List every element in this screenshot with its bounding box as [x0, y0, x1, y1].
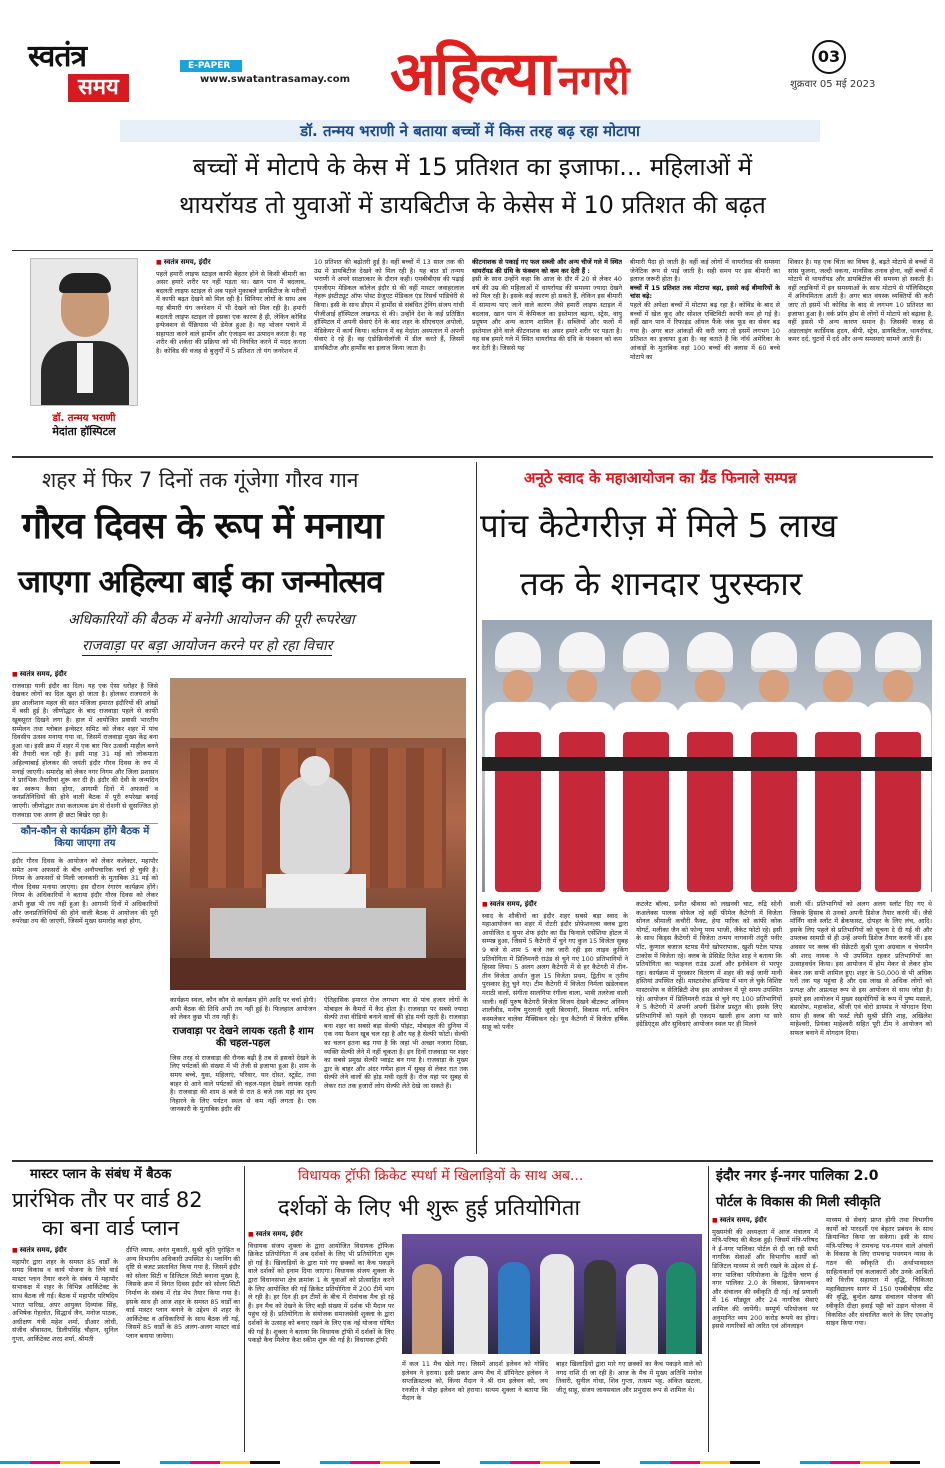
- story-column-2: [126, 1246, 240, 1446]
- column-text: बाहर खिलाड़ियों द्वारा मारे गए छक्कों का कैच पकड़ने वाले को नगद राशि दी जा रही है। आज के मैच में मुख्य अतिथि मनोज तिवारी, सुनील गोधा, शिव गुप्ता, तत्सम भट्ट, अंकित खटला, जीतू साहू, संजय जायसवाल और प्रभुदास रूप से शामिल थे।: [556, 1360, 702, 1394]
- byline: ■ स्वतंत्र समय, इंदौर: [156, 258, 306, 268]
- column-text: माध्यम से सेवाएं प्राप्त होंगी तथा विभागीय कार्यों को पारदर्शी एवं बेहतर प्रबंधन के साथ क्रियान्वित किया जा सकेगा। इसी के साथ मंत्रि-परिषद ने रामचन्द्र पथ-गमन वाले अंचलों के विकास के लिए रामचन्द्र पथगमन न्यास के गठन की स्वीकृति दी। अर्थाभावग्रस्त साहित्यकारों एवं कलाकारों और उनके आश्रितों को वित्तीय सहायता में वृद्धि, चिकित्सा महाविद्यालय सागर में 150 एमबीबीएस सीट की वृद्धि, बुन्देल खण्ड संचालन योजना की स्वीकृति दीक्षा हवाई पट्टी को उड़ान योजना में विकसित और संचालित करने के लिए एमओयू साइन किया गया।: [826, 1216, 933, 1328]
- website: www.swatantrasamay.com: [200, 74, 351, 85]
- logo-top: स्वतंत्र: [28, 39, 87, 74]
- masthead: [0, 0, 945, 112]
- story-super-chef: [480, 460, 933, 1160]
- print-color-bar: [0, 1461, 945, 1464]
- story-column-4: [630, 258, 780, 446]
- story-kicker: [120, 120, 820, 142]
- story-column-2: [314, 258, 464, 446]
- column-text: कार्यक्रम स्थल, कौन कौन से कार्यक्रम होंगे आदि पर चर्चा होगी। अभी बैठक की तिथि अभी तय नहीं हुई है। फिलहाल आयोजन को लेकर कुछ भी तय नहीं है।: [170, 996, 316, 1022]
- story-column-1: [712, 1216, 818, 1448]
- column-text: इसी के साथ उन्होंने कहा कि आज के दौर में 20 से लेकर 40 वर्ष की उम्र की महिलाओं में थायरॉयड की समस्या ज्यादा देखने को मिल रही है। इसके कई कारण हो सकते हैं, लेकिन इस बीमारी में सामान्य पाए जाने वाले कारण जैसे हमारी लाइफ स्टाइल में बदलाव, खान पान में केमिकल का इस्तेमाल बढ़ना, स्ट्रेस, वायु प्रदूषण और अन्य कारण शामिल हैं। सब्जियों और फलों में इस्तेमाल होने वाले कीटनाशक का असर हमारे शरीर पर पड़ता है। यह सब हमारे गले में स्थित थायरॉयड की ग्रंथि के फंक्शन को कम कर देती है। जिससे यह: [472, 275, 622, 352]
- column-text: दीप्ति व्यास, अनंत मुकाती, सुश्री श्रुति पुरोहित व अन्य विभागीय अधिकारी उपस्थित थे। प्लानिंग की दृष्टि से बजट प्रस्तावित किया गया है, जिसमें इंदौर को सोलर सिटी व डिजिटल सिटी बनाना मुख्य है, जिसके क्रम में विगत दिवस इंदौर को सोलर सिटी निर्माण के संबंध में रोड मेप तैयार किया गया है। इसके साथ ही आज शहर के समस्त 85 वार्डों का वार्ड मास्टर प्लान बनाने के उद्देश्य से शहर के आर्किटेक्ट व अधिकारियों के साथ बैठक ली गई, जिसमें 85 वार्डों के 85 अलग-अलग मास्टर वार्ड प्लान बनाया जायेगा।: [126, 1246, 240, 1340]
- headline: [12, 148, 933, 224]
- story-column-1: [12, 670, 158, 1160]
- column-subhead: राजवाड़ा पर देखने लायक रहती है शाम की चहल-पहल: [172, 1025, 314, 1049]
- column-text: पहले हमारी लाइफ स्टाइल काफी बेहतर होने से किसी बीमारी का असर हमारे शरीर पर नहीं पड़ता था। खान पान में बदलाव, बदलती लाइफ स्टाइल से अब पहले मुकाबले डायबिटीज के मरीजों में काफी बढ़त देखने को मिल रही है। सिनियर लोगों के साथ अब यह बीमारी यंग जनरेशन में भी देखने को मिल रही है। हमारी बदलती लाइफ स्टाइल तो इसका एक कारण है ही, लेकिन कोविड इन्फेक्शन से पैंक्रियास भी डेमेज हुआ है। यह भोजन पचाने में सहायता करने वाले हार्मोन और एंजाइम का उत्पादन करता है। यह शरीर की शर्करा की प्रक्रिया को भी नियंत्रित करने में मदद करता है। कोविड की वजह से बुजुर्गों में 5 प्रतिशत तो यंग जनरेशन में: [156, 269, 306, 355]
- story-column-2: [170, 996, 316, 1160]
- headline-line-2: तक के शानदार पुरस्कार: [520, 564, 803, 603]
- page-number: 03: [812, 40, 846, 74]
- story-column-3: [790, 900, 932, 1156]
- headline-line-1: प्रारंभिक तौर पर वार्ड 82: [12, 1188, 203, 1212]
- story-column-1: [156, 258, 306, 446]
- kicker-text: डॉ. तन्मय भराणी ने बताया बच्चों में किस तरह बढ़ रहा मोटापा: [300, 122, 640, 140]
- section-title-sub: नगरी: [558, 58, 630, 104]
- column-text: जिस तरह से राजवाड़ा की रौनक बढ़ी है तब से इसको देखने के लिए पर्यटकों की संख्या में भी तेजी से इजाफा हुआ है। शाम के समय बच्चे, युवा, महिलाएं, परिवार, यार दोस्त, स्टूडेंट, तथा बाहर से आने वाले पर्यटकों की चहल-पहल देखने लायक रहती है। राजवाड़ा की शाम 8 बजे से रात 8 बजे तक यहां का दृश्य निहारने के लिए पर्यटन स्थल से कम नहीं लगता है। एक जानकारी के मुताबिक इंदौर की: [170, 1053, 316, 1114]
- logo: [28, 40, 148, 112]
- column-text: स्वाद के शौकीनों का इंदौर शहर सबसे बड़ा स्वाद के महाआयोजन का शहर में रोटरी इंदौर प्रोफेशनल्स क्लब द्वारा आयोजित द सुपर शेफ इंदौर का ग्रैंड फिनाले एसेंशिया होटल में सम्पन्न हुआ, जिसमें 5 कैटेगरी में चुने गए कुल 15 विजेता सुबह 9 बजे से शाम 5 बजे तक जारी रही इस लाइव कुकिंग प्रतियोगिता में प्रिलिमनरी राउंड से चुने गए 100 प्रतिभागियों ने हिस्सा लिया। 5 अलग अलग कैटेगरी में से हर कैटेगरी में तीन-तीन विजेता अर्थात कुल 15 विजेता प्रथम, द्वितीय व तृतीय पुरस्कार हेतु चुने गए। टीम कैटेगरी में विजेता निर्मला खंडेलवाल मराठी वालों, संगीता सालगिया रंगीला वाला, भावी तलरेजा वाली थाली। वहीं पुरुष कैटेगरी विजेता विजय देखने बीटरूट अनियन शालीवीड, मनीष मुरलानी जूसी बिरयानी, विकास गर्ग, सचिन कस्मलेकर वालेवा मैक्सिकन रहे। यूथ कैटेगरी में विजेता हर्षिक साहू को पनीर: [482, 911, 628, 1032]
- column-text: में कल 11 मैच खेले गए। जिसमें आदर्श इलेवन को गोविंद इलेवन ने हराया। इसी प्रकार अन्य मैच में डॉमिनेटर इलेवन ने सप्तक्रिस्टल्स को, किंग्स मैदान ने श्री राम इलेवन को, जय रनजीत ने पोहा इलेवन को हराया। सत्यम शुक्ला ने बताया कि मैदान के: [402, 1360, 548, 1403]
- doctor-photo: [30, 258, 138, 406]
- story-cricket: [248, 1164, 704, 1454]
- rajwada-photo: [170, 678, 466, 990]
- subheadline-2: राजवाड़ा पर बड़ा आयोजन करने पर हो रहा विचार: [82, 638, 333, 654]
- logo-bottom: समय: [68, 74, 129, 102]
- chefs-photo: [482, 620, 932, 892]
- story-e-nagarpalika: [712, 1164, 933, 1454]
- doctor-org: मेदांता हॉस्पिटल: [52, 425, 116, 438]
- headline-line-1: पांच कैटेगरीज़ में मिले 5 लाख: [480, 506, 838, 545]
- story-column-5: [788, 258, 933, 446]
- story-gaurav-diwas: [12, 460, 472, 1160]
- headline-line-2: जाएगा अहिल्या बाई का जन्मोत्सव: [18, 564, 383, 600]
- story-column-2: [402, 1360, 548, 1446]
- section-title: [390, 30, 630, 110]
- column-text: महापौर द्वारा शहर के समस्त 85 वार्डों के समग्र विकास व कार्य योजना के लिये वार्ड मास्टर प्लान तैयार करने के संबंध में महापौर सभाकक्ष में शहर के विभिन्न आर्किटेक्ट के साथ बैठक ली गई। बैठक में महापौर परिषदिय भारत पारिख, अपर आयुक्त दिव्यांक सिंह, अभिषेक गेहलोत, सिद्धार्थ जैन, मनोज पाठक, अधीक्षण यंत्री महेश शर्मा, डीआर लोधी, संजीव श्रीवास्तव, डिलीपसिंह चौहान, सुनिल गुप्ता, आर्किटेक्ट शरद शर्मा, श्रीमती: [12, 1257, 118, 1343]
- date: शुक्रवार 05 मई 2023: [790, 79, 876, 90]
- headline-line-1: बच्चों में मोटापे के केस में 15 प्रतिशत का इजाफा... महिलाओं में: [192, 153, 753, 181]
- story-column-1: [482, 900, 628, 1156]
- column-text: ऐतिहासिक इमारत रोज लगभग चार से पांच हजार लोगों के मोबाइल के कैमरों में कैद होता है। राजवाड़ा पर सबसे ज्यादा सेल्फी तथा वीडियो बनाने वालों की होड़ मची रहती है। राजवाड़ा बना शहर का सबसे बड़ा सेल्फी पॉइंट, मोबाइल की दुनिया में एक नया फैशन खूब चल रहा है और यह है सेल्फी फोटो। सेल्फी का चलन इतना बढ़ गया है कि जहां भी अच्छा नजारा दिखा, व्यक्ति सेल्फी लेने में नहीं चूकता है। इन दिनों राजवाड़ा पर शहर का सबसे प्रमुख सेल्फी प्वाइंट बन गया है। राजवाड़ा के मुख्य द्वार के बाहर और अंदर गणेश हाल में सुबह से लेकर रात तक सेल्फी लेने वालों की होड़ मची रहती है। रोज यहां पर सुबह से लेकर रात तक हजारों लोग सेल्फी लेते देखे जा सकते हैं।: [324, 996, 468, 1090]
- story-kicker: शहर में फिर 7 दिनों तक गूंजेगा गौरव गान: [42, 468, 359, 492]
- story-column-2: [636, 900, 782, 1156]
- column-text: राजवाड़ा यानी इंदौर का दिल। यह एक ऐसा धरोहर है जिसे देखकर लोगों का दिल खुश हो जाता है। होलकर राजघराने के इस आलीशान महल की सात मंजिला इमारत इंदौरियों की आंखों में बसी हुई है। जीणोद्धार के बाद राजवाड़ा पहले से काफी खूबसूरत दिखने लगा है। हाल में आयोजित प्रवासी भारतीय सम्मेलन तथा ग्लोबल इन्वेस्टर समिट को लेकर शहर में पांच दिवसीय उत्सव मनाया गया था, जिसमें राजवाड़ा मुख्य केंद्र बना हुआ था। इसी क्रम में शहर में एक बार फिर उत्सवी माहौल बनने की तैयारी चल रही है। इसी माह 31 मई को लोकमाता अहिल्याबाई होलकर की जयंती इंदौर गौरव दिवस के रुप में मनाई जाएगी। समारोह को लेकर नगर निगम और जिला प्रशासन ने प्रारंभिक तैयारियां शुरू कर दी है। इंदौर की देवी के जन्मदिन का स्वरूप कैसा होगा, आगामी दिनों में अफसरों व जनप्रतिनिधियों की होने वाली बैठक में पूरी रुपरेखा बनाई जाएगी। जीणोद्धार तथा कलात्मक ढंग से रोशनी से सुसज्जित हो राजवाड़ा एक अलग ही छटा बिखेर रहा है।: [12, 681, 158, 819]
- column-text: मुख्यमंत्री की अध्यक्षता में आज मंत्रालय में मंत्रि-परिषद की बैठक हुई। जिसमें मंत्रि-परिषद ने ई-नगर पालिका पोर्टल से दी जा रही सभी नागरिक सेवाओं और विभागीय कार्यों को डिजिटल माध्यम से जारी रखने के उद्देश्य से ई-नगर पालिका परियोजना के द्वितीय चरण ई नगर पालिका 2.0 के विकास, क्रियान्वयन और संचालन की स्वीकृति दी गई। नई प्रणाली में 16 मॉड्यूल और 24 नागरिक सेवाएं शामिल की जायेंगी। सम्पूर्ण परियोजना पर अनुमानित व्यय 200 करोड़ रूपये का होगा। इससे नागरिकों को त्वरित एवं ऑनलाइन: [712, 1227, 818, 1331]
- headline: दर्शकों के लिए भी शुरू हुई प्रतियोगिता: [278, 1196, 581, 1221]
- subheadline-1: अधिकारियों की बैठक में बनेगी आयोजन की पूरी रूपरेखा: [68, 612, 355, 628]
- story-ward-plan: [12, 1164, 240, 1454]
- story-column-1: [12, 1246, 118, 1446]
- byline: ■ स्वतंत्र समय, इंदौर: [712, 1216, 818, 1226]
- story-kicker: इंदौर नगर ई-नगर पालिका 2.0: [716, 1168, 879, 1184]
- byline: ■ स्वतंत्र समय, इंदौर: [12, 670, 158, 680]
- headline-line-2: का बना वार्ड प्लान: [42, 1216, 180, 1240]
- column-text: कटलेट बॉल्स, प्रनीत श्रीवास को लखनवी चाट, रुद्रि सोनी कअलेक्स पालक वोफेल रहे वहीं फीमेल कैटेगरी में विजेता सोनल श्रीमाली कचौरी फैक्ट, हेया पारिक को कांफी कोक योगर्ट, मलीका जैन को फोन्यू परम भाजी, जैकेट फोटो रहे। इसी के साथ किड्स कैटेगरी में विजेता तन्मय नागवानी तंदूरी पनीर पॉट, कुणाल बजाज स्टफ्ड मैंगो खोपरापाक, खुशी पटेल पापड़ टाकोस में विजेता रहे। क्लब के प्रेसिडेंट रितेश शाह ने बताया कि प्रतियोगिता का फाइनल राउंड ऊर्जा और इनोवेशन से भरपूर रहा। कार्यक्रम में पुरस्कार वितरण में शहर की कई जानी मानी हस्तियां उपस्थित रहीं। मास्टरशेफ इण्डिया में भाग ले चुके विशिष्ट मास्टरशेफ व सेलिब्रिटी शेफ इस आयोजन में पूरे समय उपस्थित रहे। आयोजन में प्रिलिमनरी राउंड से चुने गए 100 प्रतिभागियों ने 5 कैटेगरी में अपनी अपनी डिशेज प्रस्तुत की। इसके लिए प्रतिभागियों को पहले ही एकदम खाली हाथ आना था सारे इंग्रेडिएंट्स और सुविधाएं आयोजन स्थल पर ही मिलने: [636, 900, 782, 1029]
- story-column-2: [826, 1216, 933, 1448]
- column-text: बीमारी पैदा हो जाती है। वहीं कई लोगों में थायरॉयड की समस्या जेनेटिक रूप से पाई जाती है। सही समय पर इस बीमारी का इलाज जरूरी होता है।: [630, 258, 780, 284]
- headline: पोर्टल के विकास की मिली स्वीकृति: [716, 1195, 881, 1210]
- story-column-1: [248, 1230, 394, 1446]
- column-subhead: कीटनाशक से पकाई गए फल सब्जी और अन्य चीजें गले में स्थित थायरॉयड की ग्रंथि के फंक्शन को कम कर देती हैं :: [472, 258, 622, 275]
- section-title-main: अहिल्या: [390, 39, 553, 109]
- column-text: 10 प्रतिशत की बढ़ोतरी हुई है। वहीं बच्चों में 13 साल तक की उम्र में डायबिटीज देखने को मिल रही है। यह बात डॉ तन्मय भराणी ने अपने साक्षात्कार के दौरान कही। एमबीबीएस की पढ़ाई एमजीएम मेडिकल कॉलेज इंदौर से की वहीं मास्टर जवाहरलाल नेहरू इंस्टीट्यूट ऑफ पोस्ट ग्रेजुएट मेडिकल एंड रिसर्च पांडिचेरी से किया। इसी के साथ डीएम में हार्मोंस से संबंधित ट्रेनिंग संजय गांधी पीजीआई हॉस्पिटल लखनऊ से की। उन्होंने देश के कई प्रतिष्ठित हॉस्पिटल में अपनी सेवाएं देने के बाद शहर के सीएचएल अपोलो, मेडिकेयर में कार्य किया। वर्तमान में वह मेदांता अस्पताल में अपनी सेवाएं दे रहे हैं। वह एंडोक्रिनोलॉजी में डील करते हैं, जिसमें डायबिटीज और हार्मोंस का इलाज किया जाता है।: [314, 258, 464, 352]
- column-text: पहले की अपेक्षा बच्चों में मोटापा बढ़ रहा है। कोविड के बाद से बच्चों में खेल कूद और सोशल एक्टिविटी काफी कम हो गई है। वहीं खान पान में रिफाइंड ऑयल फैंके जंक फूड का सेवन बढ़ गया है। अगर बात आंकड़ों की करी जाए तो इसमें लगभग 10 प्रतिशत का इजाफा हुआ है। वह बताते हैं कि नॉर्थ अमेरिका के आंकड़ों के मुताबिक वहां 100 बच्चों की क्लास में 60 बच्चे मोटापे का: [630, 300, 780, 361]
- headline-line-2: थायरॉयड तो युवाओं में डायबिटीज के केसेस में 10 प्रतिशत की बढ़त: [179, 191, 766, 219]
- column-text: वाली थीं। प्रतिभागियों को अलग अलग स्लॉट दिए गए थे जिसके हिसाब से उनको अपनी डिशेज तैयार करनी थीं। जैसे मॉर्निंग वाले स्लॉट में ब्रेकफास्ट, दोपहर के लिए लंच, आदि। इसके लिए पहले से प्रतिभागियों को सूचना दे दी गई थी और उपलब्ध सामग्री से ही उन्हें अपनी डिशेज तैयार करनी थीं। इस अवसर पर क्लब की सेक्रेटरी सुश्री पूजा अग्रवाल व चेयरमैन श्री शरद नायक ने भी उपस्थित रहकर प्रतिभागियों का उत्साहवर्धन किया। इस आयोजन में होम मेकर से लेकर होम बेकर तक सभी शामिल हुए। शहर के 50,000 से भी अधिक घरों तक यह पहुंचा है और दस लाख से अधिक लोगों को प्रत्यक्ष और अप्रत्यक्ष रूप से इस आयोजन से साथ जोड़ा है। हमारे इस आयोजन में मुख्य सहयोगियों के रूप में पुष्प मसाले, बंडरशेफ, महाकोश, श्रीजी एवं वोरो डायमंड ने योगदान दिया साथ ही क्लब की फर्स्ट लेडी सुश्री प्रीति शाह, अखिलेश माहेश्वरी, प्रियंका माहेश्वरी सहित पूरी टीम ने आयोजन को सफल बनाने में योगदान दिया।: [790, 900, 932, 1037]
- epaper-badge: E-PAPER: [180, 60, 242, 72]
- story-obesity: [12, 118, 933, 452]
- column-text: शिकार है। यह एक चिंता का विषय है, बढ़ते मोटापे से बच्चों में सांस फूलना, जल्दी थकना, मानसिक तनाव होना, वहीं बच्चों में मोटापे से थायरॉयड और डायबिटीज की समस्या हो सकती है। वहीं लड़कियों में इन समस्याओं के साथ मोटापे से पॉलिसिस्ट्स में अनियमितता आती है। अगर बात वयस्क व्यक्तियों की करी जाए तो इसमें भी कोविड के बाद से लगभग 10 प्रतिशत का इजाफा हुआ है। वर्क फ्रॉम होम से लोगों में मोटापे को बढ़ावा है, वहीं इससे भी अन्य कारण समान है। जिसकी वजह से अंडरलाइंग कार्डियक हृदय, बीपी, स्ट्रेस, डायबिटीज, थायरॉयड, कमर दर्द, घुटनों में दर्द और अन्य समस्याएं सामने आती हैं।: [788, 258, 933, 344]
- column-text: इंदौर गौरव दिवस के आयोजन को लेकर कलेक्टर, महापौर समेत अन्य अफसरों के बीच अनौपचारिक चर्चा हो चुकी है। निगम के अफसरों से मिली जानकारी के मुताबिक 31 मई को गौरव दिवस मनाया जाएगा। इस दौरान रंगारंग कार्यक्रम होंगे। निगम के अधिकारियों ने बताया इंदौर गौरव दिवस को लेकर अभी कुछ भी तय नहीं हुआ है। आगामी दिनों में अधिकारियों और जनप्रतिनिधियों की होने वाली बैठक में आयोजन की पूरी रुपरेखा तय की जाएगी, जिसमें मुख्य समारोह कहां होगा,: [12, 857, 158, 926]
- story-kicker: विधायक ट्रॉफी क्रिकेट स्पर्धा में खिलाड़ियों के साथ अब...: [298, 1168, 584, 1184]
- story-kicker: मास्टर प्लान के संबंध में बैठक: [30, 1167, 172, 1182]
- story-column-3: [472, 258, 622, 446]
- story-column-3: [324, 996, 468, 1160]
- doctor-name: डॉ. तन्मय भराणी: [52, 413, 116, 424]
- story-kicker: अनूठे स्वाद के महाआयोजन का ग्रैंड फिनाले सम्पन्न: [524, 469, 797, 487]
- story-column-3: [556, 1360, 702, 1446]
- column-text: विधायक संजय शुक्ला के द्वारा आयोजित विधायक ट्रॉफिक क्रिकेट प्रतियोगिता में अब दर्शकों के लिए भी प्रतियोगिता शुरू हो गई है। खिलाड़ियों के द्वारा मारे गए छक्कों का कैच पकड़ने वाले दर्शकों को इनाम दिया जाएगा। विधायक संजय शुक्ला के द्वारा विधानसभा क्षेत्र क्रमांक 1 के युवाओं को प्रोत्साहित करने के लिए आयोजित की गई क्रिकेट प्रतियोगिता में 200 टीमें भाग ले रही है। हर दिन ही इन टीमों के बीच में रोमांचक मैच हो रहे हैं। इन मैच को देखने के लिए बड़ी संख्या में दर्शक भी मैदान पर पहुंच रहे हैं। प्रतियोगिता के संयोजक समाजसेवी शुक्ला के द्वारा दर्शकों के उत्साह को बनाए रखने के लिए एक नई योजना घोषित की गई है। शुक्ला ने बताया कि विधायक ट्रॉफी में दर्शकों के लिए पकड़ो कैच मिलेगा कैश स्कीम शुरू की गई है। विधायक ट्रॉफी: [248, 1241, 394, 1345]
- column-subhead: बच्चों में 15 प्रतिशत तक मोटापा बढ़ा, इससे कई बीमारियों के चांस बढ़े:: [630, 283, 780, 301]
- byline: ■ स्वतंत्र समय, इंदौर: [482, 900, 628, 910]
- cricket-photo: [402, 1234, 702, 1354]
- headline-line-1: गौरव दिवस के रूप में मनाया: [22, 506, 383, 547]
- byline: ■ स्वतंत्र समय, इंदौर: [248, 1230, 394, 1240]
- box-subhead: कौन-कौन से कार्यक्रम होंगे बैठक में किया जाएगा तय: [12, 823, 158, 853]
- byline: ■ स्वतंत्र समय, इंदौर: [12, 1246, 118, 1256]
